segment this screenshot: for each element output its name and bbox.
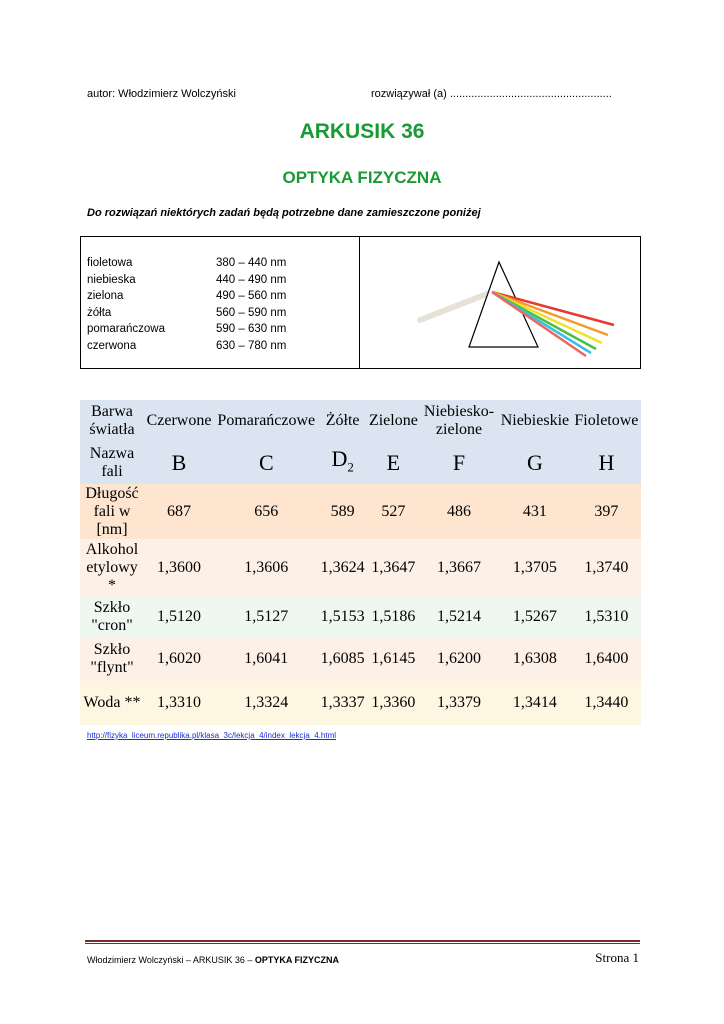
wave-name-cell: B — [171, 450, 187, 475]
value-cell: 1,6020 — [157, 650, 202, 667]
value-cell: 1,3414 — [512, 694, 557, 711]
source-link[interactable]: http://fizyka_liceum.republika.pl/klasa_3c/lekcja_4/index_lekcja_4.html — [87, 731, 337, 740]
footer-subject: OPTYKA FIZYCZNA — [254, 955, 340, 965]
color-cell: Czerwone — [146, 412, 212, 429]
range-value: 440 – 490 nm — [216, 273, 287, 286]
footer-text — [87, 955, 339, 965]
footer-rule — [85, 940, 640, 942]
page-title: ARKUSIK 36 — [299, 120, 425, 143]
wavelength-cell: 397 — [594, 502, 619, 520]
range-value: 560 – 590 nm — [216, 306, 287, 319]
wavelength-cell: 589 — [330, 502, 355, 520]
value-cell: 1,6041 — [244, 650, 289, 667]
table-row — [80, 442, 641, 484]
value-cell: 1,6400 — [584, 650, 629, 667]
value-cell: 1,3705 — [512, 559, 557, 576]
value-cell: 1,5267 — [512, 608, 557, 625]
wave-name-d: D — [331, 445, 348, 471]
box-divider — [359, 237, 360, 368]
color-cell: Fioletowe — [574, 412, 639, 429]
range-color: fioletowa — [87, 257, 133, 269]
solved-by-line: rozwiązywał (a) ..................................................... — [371, 88, 612, 100]
range-color: czerwona — [87, 339, 137, 352]
header-label: Barwa światła — [89, 403, 135, 438]
range-row — [87, 255, 286, 272]
value-cell: 1,3360 — [371, 694, 416, 711]
range-color: niebieska — [87, 273, 136, 286]
value-cell: 1,3740 — [584, 559, 629, 576]
value-cell: 1,3310 — [157, 694, 202, 711]
wavelength-cell: 527 — [381, 502, 406, 520]
footer-rule-thin — [85, 943, 640, 944]
color-cell: Żółte — [325, 412, 360, 429]
value-cell: 1,3624 — [320, 559, 365, 576]
range-row — [87, 272, 286, 289]
wave-name-cell: C — [258, 450, 274, 475]
value-cell: 1,6308 — [512, 650, 557, 667]
page-subtitle: OPTYKA FIZYCZNA — [282, 168, 442, 187]
value-cell: 1,5120 — [157, 608, 202, 625]
wave-name-cell: E — [386, 450, 401, 475]
row-label: Alkohol etylowy * — [85, 541, 139, 594]
value-cell: 1,5310 — [584, 608, 629, 625]
range-color: żółta — [87, 306, 112, 319]
prism-dispersion-figure — [384, 257, 624, 357]
footer-author: Włodzimierz Wolczyński – ARKUSIK 36 – — [87, 955, 255, 965]
range-value: 590 – 630 nm — [216, 323, 287, 335]
color-cell: Zielone — [368, 412, 418, 429]
value-cell: 1,3379 — [437, 694, 482, 711]
range-row — [87, 321, 286, 338]
range-color: pomarańczowa — [87, 323, 165, 335]
wavelength-cell: 656 — [254, 502, 279, 520]
wave-name-cell: F — [452, 450, 466, 475]
value-cell: 1,6145 — [371, 650, 416, 667]
value-cell: 1,5127 — [244, 608, 289, 625]
range-value: 630 – 780 nm — [216, 339, 287, 352]
color-cell: Pomarańczowe — [217, 412, 316, 429]
row-label: Szkło "cron" — [91, 599, 133, 634]
wavelength-cell: 431 — [522, 502, 547, 520]
table-header-row — [80, 400, 641, 442]
wavelength-label: Długość fali w [nm] — [85, 484, 139, 538]
range-value: 380 – 440 nm — [216, 257, 287, 269]
table-row — [80, 484, 641, 539]
row-label: Woda ** — [83, 694, 141, 711]
value-cell: 1,3667 — [437, 559, 482, 576]
color-cell: Niebiesko-zielone — [423, 403, 495, 438]
value-cell: 1,6200 — [437, 650, 482, 667]
value-cell: 1,3606 — [244, 559, 289, 576]
wave-name-cell: H — [598, 450, 615, 475]
value-cell: 1,3337 — [320, 694, 365, 711]
value-cell: 1,5153 — [320, 608, 365, 625]
wave-name-label: Nazwa fali — [89, 445, 135, 480]
value-cell: 1,3440 — [584, 694, 629, 711]
refraction-index-table — [80, 400, 641, 725]
value-cell: 1,5186 — [371, 608, 416, 625]
color-cell: Niebieskie — [500, 412, 570, 429]
value-cell: 1,5214 — [437, 608, 482, 625]
wavelength-cell: 687 — [167, 502, 192, 520]
table-row — [80, 597, 641, 637]
value-cell: 1,3600 — [157, 559, 202, 576]
table-row — [80, 637, 641, 681]
table-row — [80, 539, 641, 597]
wave-name-cell — [319, 442, 367, 484]
value-cell: 1,6085 — [320, 650, 365, 667]
wave-name-cell: G — [526, 450, 543, 475]
row-label: Szkło "flynt" — [90, 641, 134, 676]
author-line: autor: Włodzimierz Wolczyński — [87, 88, 236, 100]
range-row — [87, 288, 286, 305]
range-row — [87, 338, 286, 355]
table-row — [80, 681, 641, 725]
instruction-note: Do rozwiązań niektórych zadań będą potrzebne dane zamieszczone poniżej — [87, 207, 481, 219]
wavelength-ranges-list — [87, 255, 286, 354]
range-row — [87, 305, 286, 322]
value-cell: 1,3324 — [244, 694, 289, 711]
range-value: 490 – 560 nm — [216, 290, 287, 302]
wavelength-cell: 486 — [447, 502, 472, 520]
range-color: zielona — [87, 290, 124, 302]
page-number: Strona 1 — [595, 950, 639, 965]
wave-name-d-subscript: 2 — [347, 459, 354, 475]
value-cell: 1,3647 — [371, 559, 416, 576]
